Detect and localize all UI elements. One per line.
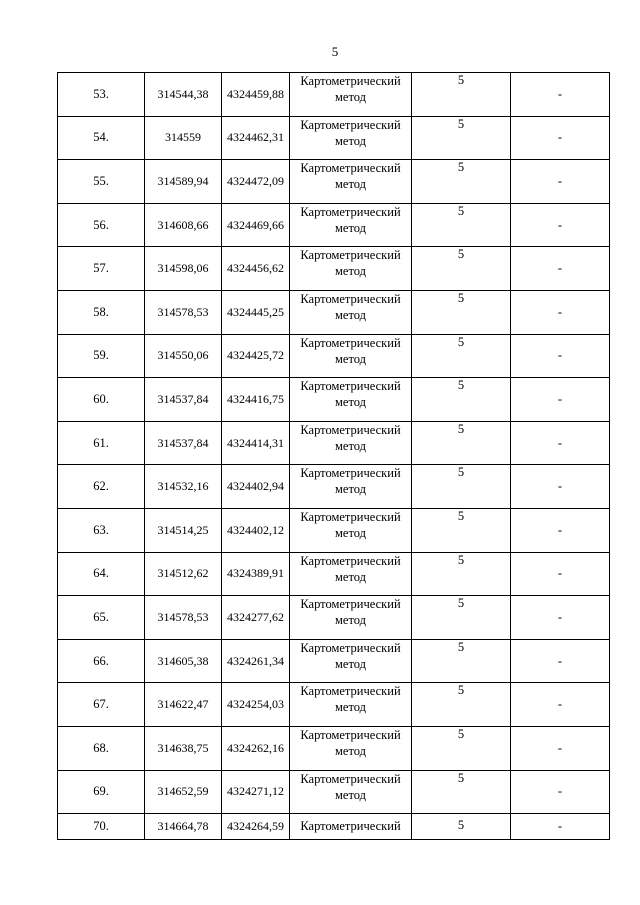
y-coordinate-cell: 4324472,09: [222, 160, 290, 204]
table-row: [58, 378, 610, 422]
y-coordinate-cell: 4324262,16: [222, 726, 290, 770]
note-cell: -: [511, 73, 610, 117]
point-number-cell: 60.: [58, 378, 145, 422]
method-cell: Картометрический метод: [290, 683, 412, 727]
method-cell: Картометрический метод: [290, 378, 412, 422]
x-coordinate-cell: 314537,84: [145, 378, 222, 422]
coordinates-table-body: [58, 73, 610, 840]
table-row: [58, 726, 610, 770]
note-cell: -: [511, 508, 610, 552]
note-cell: -: [511, 552, 610, 596]
y-coordinate-cell: 4324459,88: [222, 73, 290, 117]
point-number-cell: 53.: [58, 73, 145, 117]
note-cell: -: [511, 334, 610, 378]
note-cell: -: [511, 814, 610, 840]
x-coordinate-cell: 314537,84: [145, 421, 222, 465]
table-row: [58, 465, 610, 509]
note-cell: -: [511, 726, 610, 770]
table-row: [58, 203, 610, 247]
y-coordinate-cell: 4324425,72: [222, 334, 290, 378]
y-coordinate-cell: 4324414,31: [222, 421, 290, 465]
accuracy-cell: 5: [412, 378, 511, 422]
accuracy-cell: 5: [412, 639, 511, 683]
table-row: [58, 73, 610, 117]
accuracy-cell: 5: [412, 247, 511, 291]
point-number-cell: 57.: [58, 247, 145, 291]
y-coordinate-cell: 4324445,25: [222, 290, 290, 334]
x-coordinate-cell: 314512,62: [145, 552, 222, 596]
y-coordinate-cell: 4324402,12: [222, 508, 290, 552]
method-cell: Картометрический метод: [290, 290, 412, 334]
table-row: [58, 116, 610, 160]
x-coordinate-cell: 314589,94: [145, 160, 222, 204]
method-cell: Картометрический метод: [290, 639, 412, 683]
accuracy-cell: 5: [412, 116, 511, 160]
x-coordinate-cell: 314652,59: [145, 770, 222, 814]
x-coordinate-cell: 314544,38: [145, 73, 222, 117]
note-cell: -: [511, 378, 610, 422]
note-cell: -: [511, 247, 610, 291]
point-number-cell: 54.: [58, 116, 145, 160]
point-number-cell: 66.: [58, 639, 145, 683]
y-coordinate-cell: 4324264,59: [222, 814, 290, 840]
table-row: [58, 814, 610, 840]
accuracy-cell: 5: [412, 203, 511, 247]
y-coordinate-cell: 4324389,91: [222, 552, 290, 596]
note-cell: -: [511, 465, 610, 509]
table-row: [58, 247, 610, 291]
y-coordinate-cell: 4324462,31: [222, 116, 290, 160]
point-number-cell: 68.: [58, 726, 145, 770]
x-coordinate-cell: 314608,66: [145, 203, 222, 247]
accuracy-cell: 5: [412, 726, 511, 770]
accuracy-cell: 5: [412, 508, 511, 552]
table-row: [58, 290, 610, 334]
note-cell: -: [511, 683, 610, 727]
note-cell: -: [511, 596, 610, 640]
x-coordinate-cell: 314622,47: [145, 683, 222, 727]
table-row: [58, 683, 610, 727]
accuracy-cell: 5: [412, 421, 511, 465]
x-coordinate-cell: 314578,53: [145, 290, 222, 334]
x-coordinate-cell: 314664,78: [145, 814, 222, 840]
note-cell: -: [511, 116, 610, 160]
method-cell: Картометрический метод: [290, 596, 412, 640]
x-coordinate-cell: 314532,16: [145, 465, 222, 509]
method-cell: Картометрический метод: [290, 726, 412, 770]
point-number-cell: 67.: [58, 683, 145, 727]
note-cell: -: [511, 639, 610, 683]
y-coordinate-cell: 4324402,94: [222, 465, 290, 509]
point-number-cell: 61.: [58, 421, 145, 465]
point-number-cell: 59.: [58, 334, 145, 378]
table-row: [58, 596, 610, 640]
point-number-cell: 65.: [58, 596, 145, 640]
point-number-cell: 69.: [58, 770, 145, 814]
note-cell: -: [511, 770, 610, 814]
y-coordinate-cell: 4324254,03: [222, 683, 290, 727]
point-number-cell: 70.: [58, 814, 145, 840]
x-coordinate-cell: 314638,75: [145, 726, 222, 770]
point-number-cell: 62.: [58, 465, 145, 509]
coordinates-table: [57, 72, 610, 840]
y-coordinate-cell: 4324261,34: [222, 639, 290, 683]
accuracy-cell: 5: [412, 552, 511, 596]
y-coordinate-cell: 4324469,66: [222, 203, 290, 247]
method-cell: Картометрический метод: [290, 203, 412, 247]
table-row: [58, 552, 610, 596]
x-coordinate-cell: 314578,53: [145, 596, 222, 640]
x-coordinate-cell: 314514,25: [145, 508, 222, 552]
page-number: 5: [331, 44, 339, 59]
table-row: [58, 639, 610, 683]
y-coordinate-cell: 4324277,62: [222, 596, 290, 640]
x-coordinate-cell: 314605,38: [145, 639, 222, 683]
table-row: [58, 160, 610, 204]
y-coordinate-cell: 4324271,12: [222, 770, 290, 814]
method-cell: Картометрический метод: [290, 552, 412, 596]
method-cell: Картометрический: [290, 814, 412, 840]
accuracy-cell: 5: [412, 290, 511, 334]
method-cell: Картометрический метод: [290, 508, 412, 552]
x-coordinate-cell: 314550,06: [145, 334, 222, 378]
accuracy-cell: 5: [412, 596, 511, 640]
method-cell: Картометрический метод: [290, 247, 412, 291]
point-number-cell: 56.: [58, 203, 145, 247]
method-cell: Картометрический метод: [290, 334, 412, 378]
accuracy-cell: 5: [412, 814, 511, 840]
accuracy-cell: 5: [412, 334, 511, 378]
note-cell: -: [511, 160, 610, 204]
x-coordinate-cell: 314598,06: [145, 247, 222, 291]
method-cell: Картометрический метод: [290, 465, 412, 509]
method-cell: Картометрический метод: [290, 770, 412, 814]
point-number-cell: 63.: [58, 508, 145, 552]
note-cell: -: [511, 203, 610, 247]
y-coordinate-cell: 4324456,62: [222, 247, 290, 291]
accuracy-cell: 5: [412, 770, 511, 814]
accuracy-cell: 5: [412, 465, 511, 509]
table-row: [58, 421, 610, 465]
method-cell: Картометрический метод: [290, 421, 412, 465]
note-cell: -: [511, 421, 610, 465]
accuracy-cell: 5: [412, 683, 511, 727]
y-coordinate-cell: 4324416,75: [222, 378, 290, 422]
point-number-cell: 58.: [58, 290, 145, 334]
table-row: [58, 508, 610, 552]
method-cell: Картометрический метод: [290, 73, 412, 117]
note-cell: -: [511, 290, 610, 334]
method-cell: Картометрический метод: [290, 160, 412, 204]
x-coordinate-cell: 314559: [145, 116, 222, 160]
table-row: [58, 334, 610, 378]
point-number-cell: 64.: [58, 552, 145, 596]
accuracy-cell: 5: [412, 73, 511, 117]
accuracy-cell: 5: [412, 160, 511, 204]
point-number-cell: 55.: [58, 160, 145, 204]
method-cell: Картометрический метод: [290, 116, 412, 160]
table-row: [58, 770, 610, 814]
